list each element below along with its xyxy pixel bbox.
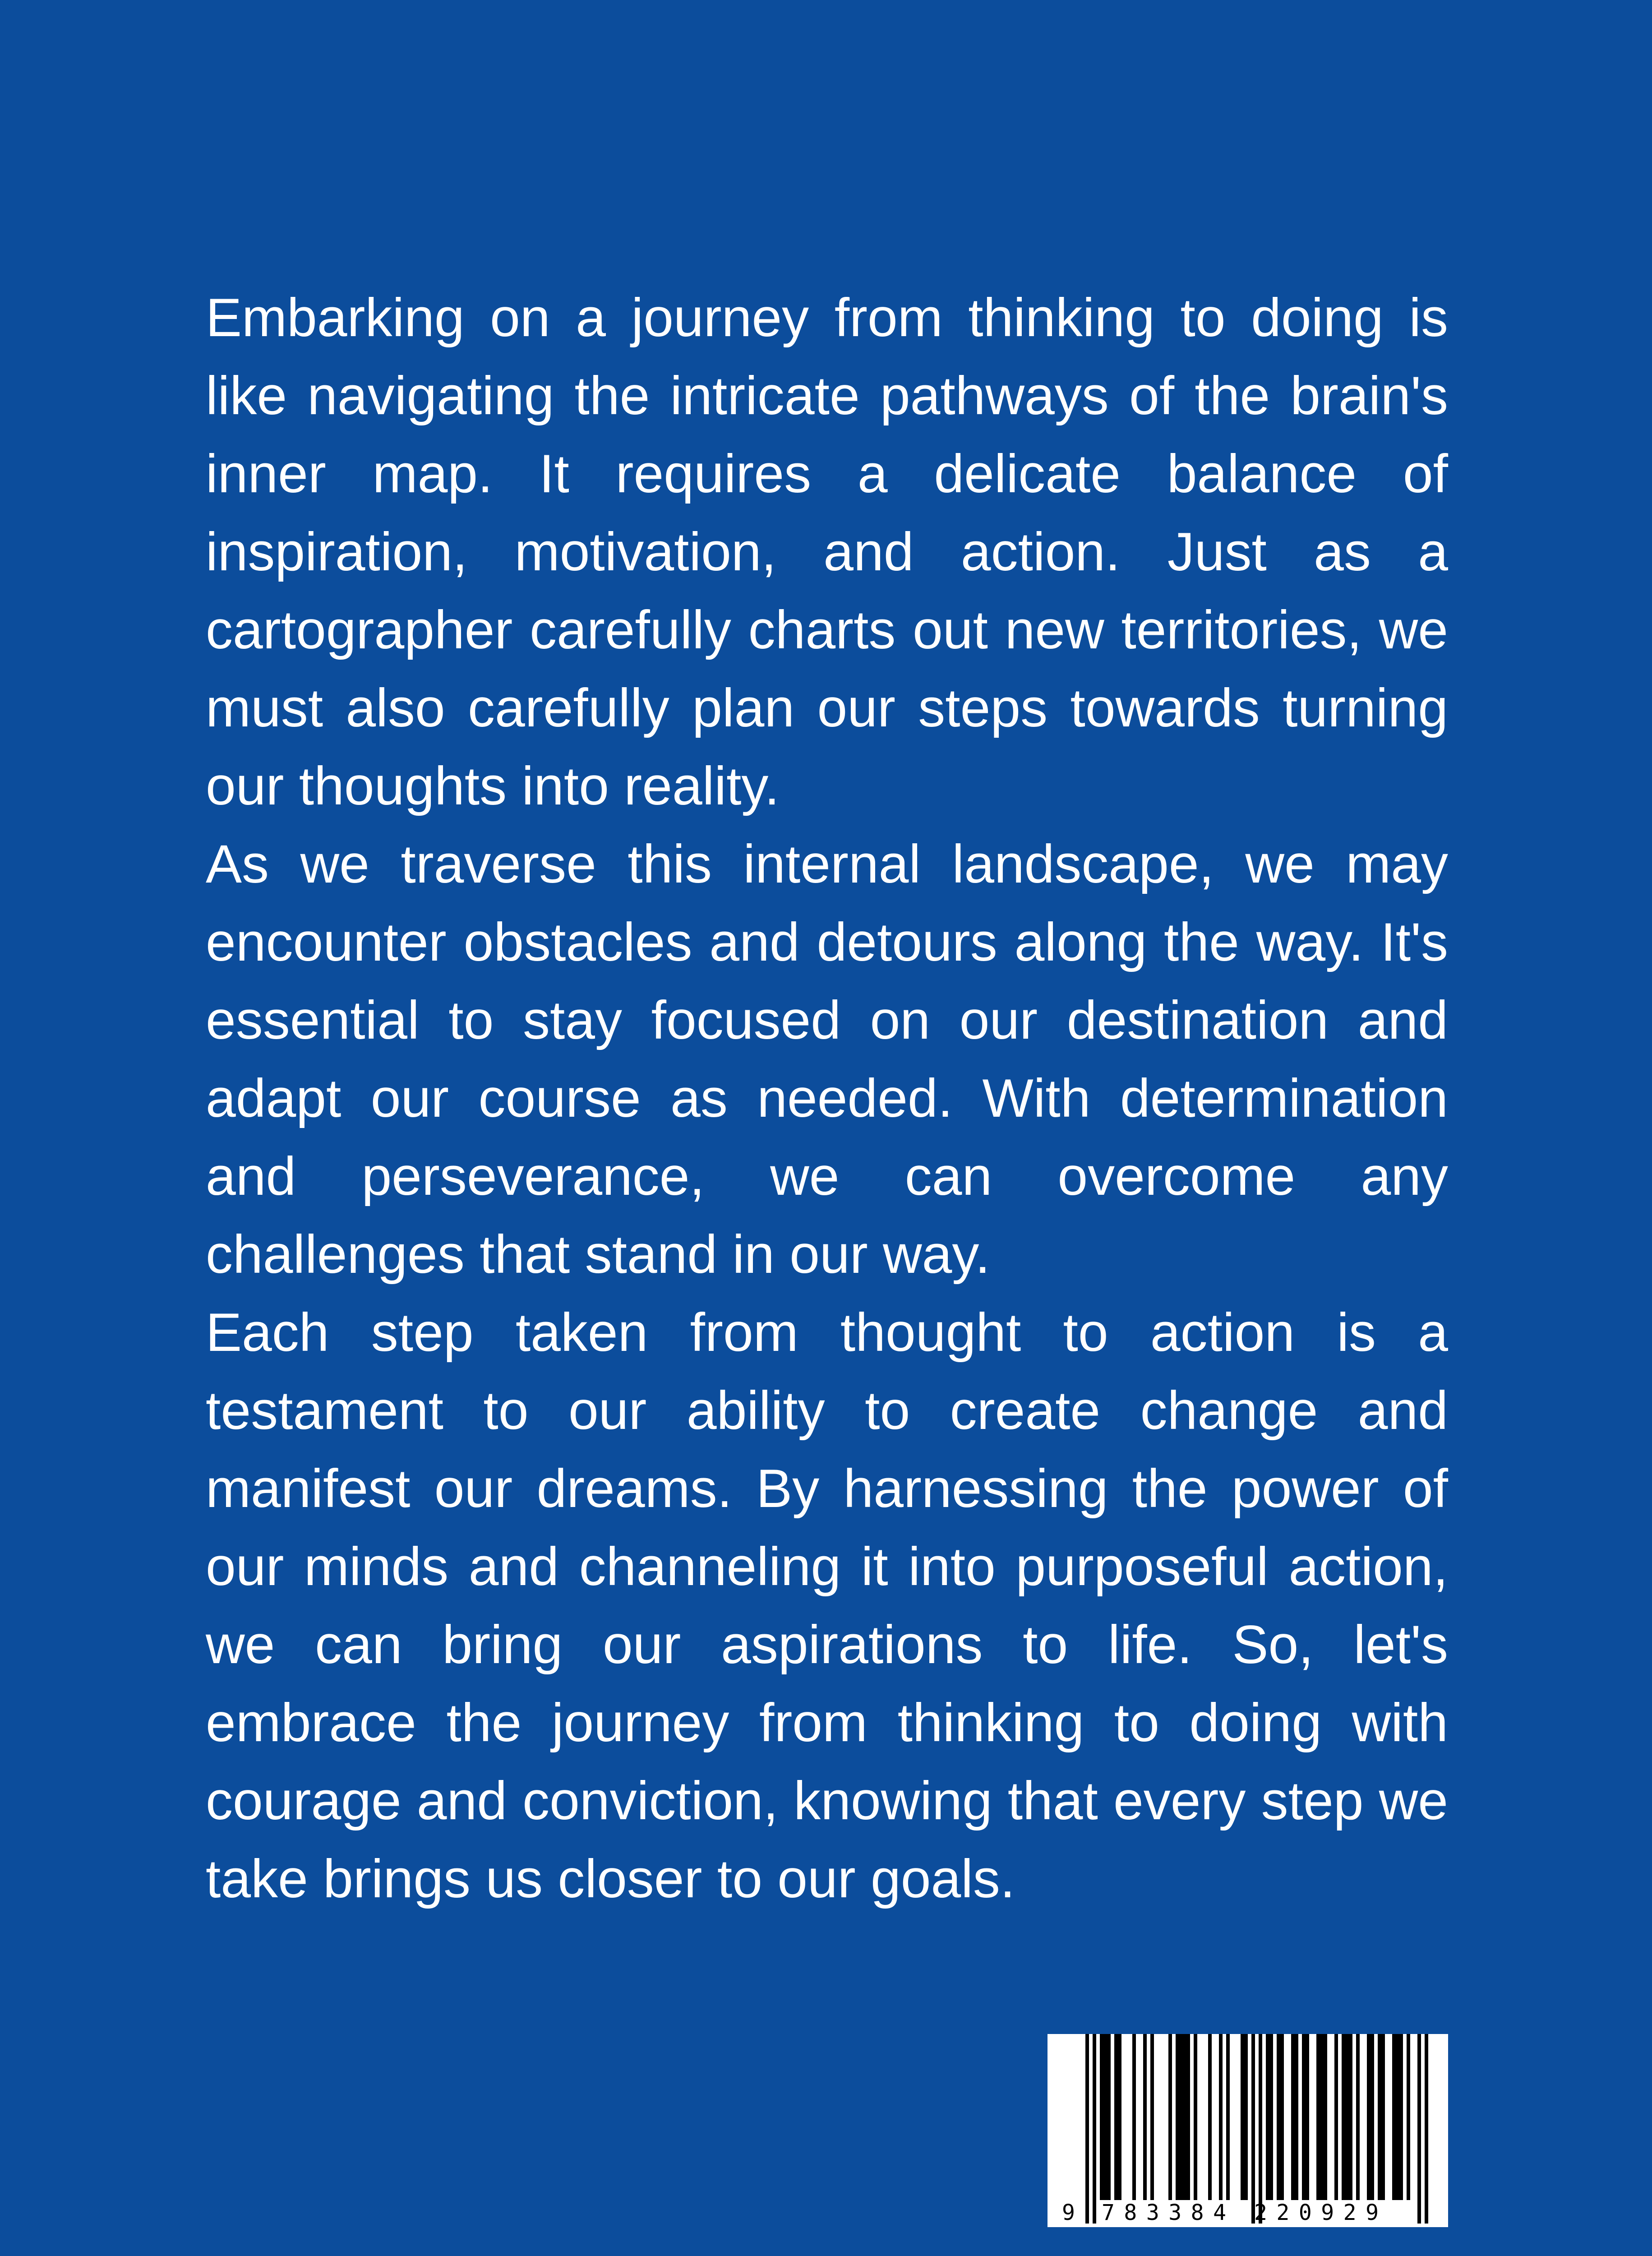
barcode-bar [1219, 2034, 1223, 2200]
barcode-bar [1356, 2034, 1360, 2200]
barcode-bar [1342, 2034, 1352, 2200]
barcode-left-digits: 783384 [1102, 2200, 1226, 2225]
barcode-right-digits: 220929 [1254, 2200, 1379, 2225]
barcode-bar [1150, 2034, 1154, 2200]
barcode-bar [1176, 2034, 1190, 2200]
barcode-guard-bar [1251, 2034, 1255, 2224]
barcode-bar [1277, 2034, 1284, 2200]
barcode-bar [1378, 2034, 1385, 2200]
barcode-bar [1100, 2034, 1111, 2200]
barcode-bar [1241, 2034, 1248, 2200]
barcode-bar [1132, 2034, 1136, 2200]
barcode-bar [1208, 2034, 1212, 2200]
barcode-bar [1114, 2034, 1121, 2200]
barcode-guard-bar [1093, 2034, 1096, 2224]
blurb-paragraph-3: Each step taken from thought to action is a testament to our ability to create change and manifest our dreams. By harnessing the power of our minds and channeling it into purposeful action, we can bring our aspirations to life. So, let's embrace the journey from thinking to doing with courage and conviction, knowing that every step we take brings us closer to our goals. [206, 1302, 1448, 1909]
barcode-graphic [1047, 2034, 1448, 2227]
barcode-bar [1291, 2034, 1298, 2200]
barcode-bars [1085, 2034, 1428, 2224]
barcode-bar [1266, 2034, 1273, 2200]
cover-blurb [206, 279, 1448, 1918]
barcode-guard-bar [1085, 2034, 1089, 2224]
barcode-bar [1302, 2034, 1309, 2200]
barcode-guard-bar [1425, 2034, 1428, 2224]
isbn-barcode [1047, 2034, 1448, 2227]
barcode-bar [1168, 2034, 1172, 2200]
barcode-bar [1392, 2034, 1403, 2200]
barcode-bar [1316, 2034, 1327, 2200]
blurb-paragraph-2: As we traverse this internal landscape, we may encounter obstacles and detours along the way. It's essential to stay focused on our destination and adapt our course as needed. With determination and perseverance, we can overcome any challenges that stand in our way. [206, 834, 1448, 1285]
barcode-bar [1407, 2034, 1410, 2200]
barcode-guard-bar [1417, 2034, 1421, 2224]
barcode-bar [1143, 2034, 1147, 2200]
barcode-bar [1226, 2034, 1230, 2200]
barcode-guard-bar [1259, 2034, 1262, 2224]
barcode-bar [1367, 2034, 1374, 2200]
barcode-lead-digit: 9 [1062, 2200, 1075, 2225]
barcode-bar [1194, 2034, 1197, 2200]
blurb-paragraph-1: Embarking on a journey from thinking to doing is like navigating the intricate pathways of the brain's inner map. It requires a delicate balance of inspiration, motivation, and action. Just as a cartographer carefully charts out new territories, we must also carefully plan our steps towards turning our thoughts into reality. [206, 287, 1448, 816]
barcode-bar [1334, 2034, 1338, 2200]
